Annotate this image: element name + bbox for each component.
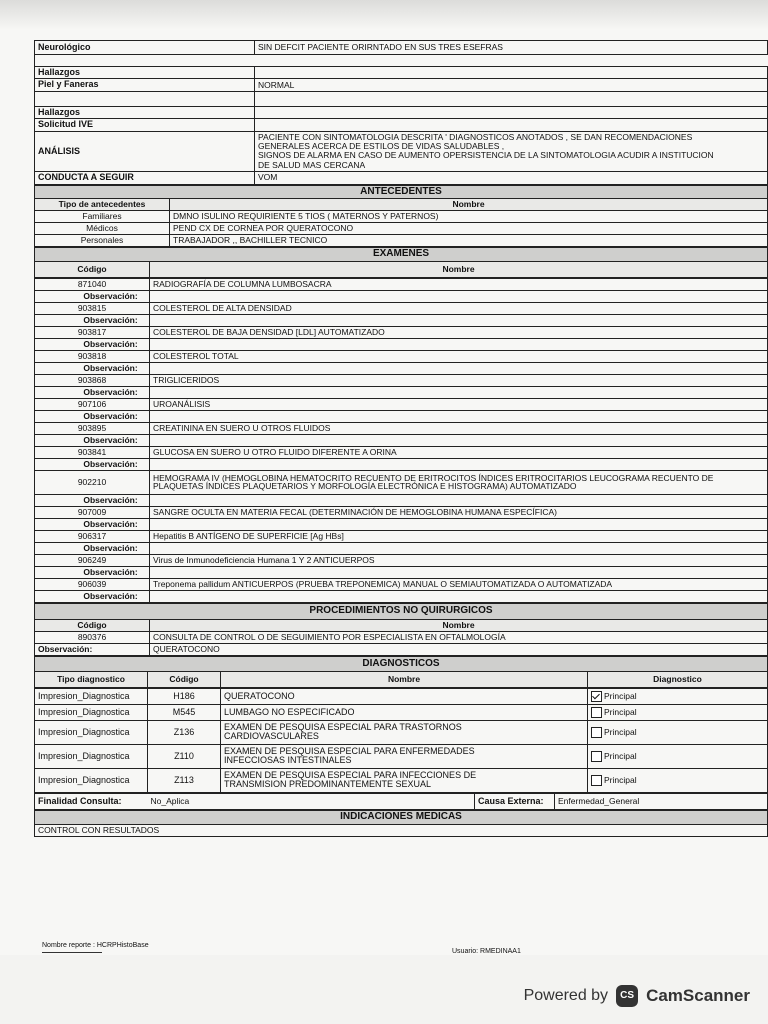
- examen-row: [35, 302, 768, 314]
- analisis-line: PACIENTE CON SINTOMATOLOGIA DESCRITA ' DIAGNOSTICOS ANOTADOS , SE DAN RECOMENDACIONES: [258, 131, 693, 142]
- conducta-label: CONDUCTA A SEGUIR: [35, 172, 255, 184]
- conducta-row: [35, 172, 768, 184]
- examen-obs-label: Observación:: [35, 458, 150, 470]
- diagnostico-nombre-line: EXAMEN DE PESQUISA ESPECIAL PARA ENFERMEDADES: [224, 745, 475, 756]
- diagnostico-tipo: Impresion_Diagnostica: [35, 744, 148, 768]
- diagnostico-row: [35, 720, 768, 744]
- conducta-value: VOM: [255, 172, 768, 184]
- exam-row: [35, 41, 768, 55]
- examen-codigo: 906249: [35, 554, 150, 566]
- col-codigo-header: Código: [148, 671, 221, 687]
- diagnostico-codigo: M545: [148, 704, 221, 720]
- examen-obs-row: [35, 518, 768, 530]
- col-nombre-header: Nombre: [150, 261, 768, 277]
- antecedente-tipo: Médicos: [35, 222, 170, 234]
- examen-nombre: COLESTEROL DE BAJA DENSIDAD [LDL] AUTOMATIZADO: [150, 326, 768, 338]
- diagnostico-tipo: Impresion_Diagnostica: [35, 704, 148, 720]
- diagnostico-codigo: H186: [148, 688, 221, 704]
- diagnostico-tipo: Impresion_Diagnostica: [35, 720, 148, 744]
- principal-checkbox-icon[interactable]: [591, 707, 602, 718]
- field-value: [255, 106, 768, 118]
- report-user: Usuario: RMEDINAA1: [452, 948, 521, 955]
- field-label: Hallazgos: [35, 67, 255, 79]
- procedimiento-row: [35, 631, 768, 643]
- consulta-table: [34, 793, 768, 810]
- field-label: Neurológico: [35, 41, 255, 55]
- examen-nombre: RADIOGRAFÍA DE COLUMNA LUMBOSACRA: [150, 278, 768, 290]
- exam-row: [35, 119, 768, 131]
- examen-nombre: TRIGLICERIDOS: [150, 374, 768, 386]
- examen-codigo: 871040: [35, 278, 150, 290]
- powered-by-text: Powered by: [523, 987, 609, 1004]
- field-value: [255, 67, 768, 79]
- examen-nombre: Treponema pallidum ANTICUERPOS (PRUEBA TREPONEMICA) MANUAL O SEMIAUTOMATIZADA O AUTOMATIZADA: [150, 578, 768, 590]
- report-name: Nombre reporte : HCRPHistoBase: [42, 942, 149, 949]
- examen-obs-value: [150, 338, 768, 350]
- examen-obs-value: [150, 518, 768, 530]
- diagnostico-principal: [588, 704, 768, 720]
- diagnostico-row: [35, 688, 768, 704]
- diagnostico-principal: [588, 688, 768, 704]
- exam-row: [35, 79, 768, 91]
- examen-nombre: CREATININA EN SUERO U OTROS FLUIDOS: [150, 422, 768, 434]
- diagnostico-codigo: Z136: [148, 720, 221, 744]
- examen-row: [35, 278, 768, 290]
- examen-obs-label: Observación:: [35, 362, 150, 374]
- diagnostico-codigo: Z113: [148, 768, 221, 792]
- diagnostico-principal: [588, 744, 768, 768]
- examen-obs-label: Observación:: [35, 314, 150, 326]
- examenes-title: EXAMENES: [35, 247, 768, 261]
- field-value: NORMAL: [255, 79, 768, 91]
- antecedentes-table: [34, 185, 768, 247]
- diagnostico-nombre-line: INFECCIOSAS INTESTINALES: [224, 755, 352, 766]
- examen-obs-value: [150, 410, 768, 422]
- field-label: Piel y Faneras: [35, 79, 255, 91]
- antecedentes-title: ANTECEDENTES: [35, 185, 768, 199]
- diagnostico-principal: [588, 768, 768, 792]
- examen-row: [35, 446, 768, 458]
- principal-label: Principal: [604, 690, 637, 701]
- principal-checkbox-icon[interactable]: [591, 727, 602, 738]
- diagnostico-row: [35, 768, 768, 792]
- examen-codigo: 903841: [35, 446, 150, 458]
- footer-rule: [42, 952, 102, 953]
- principal-label: Principal: [604, 726, 637, 737]
- causa-value: Enfermedad_General: [555, 793, 768, 809]
- examen-obs-value: [150, 590, 768, 602]
- field-label: Hallazgos: [35, 106, 255, 118]
- examen-obs-row: [35, 410, 768, 422]
- antecedente-tipo: Personales: [35, 234, 170, 246]
- diagnostico-nombre-line: CARDIOVASCULARES: [224, 731, 319, 742]
- clinical-record: [34, 40, 768, 837]
- page-shadow: [0, 0, 768, 30]
- examen-codigo: 903818: [35, 350, 150, 362]
- examen-obs-row: [35, 338, 768, 350]
- examen-codigo: 906317: [35, 530, 150, 542]
- procedimientos-title: PROCEDIMIENTOS NO QUIRURGICOS: [35, 603, 768, 619]
- examen-nombre: COLESTEROL DE ALTA DENSIDAD: [150, 302, 768, 314]
- analisis-label: ANÁLISIS: [35, 131, 255, 171]
- examen-obs-row: [35, 458, 768, 470]
- diagnostico-nombre-line: EXAMEN DE PESQUISA ESPECIAL PARA TRASTORNOS: [224, 721, 462, 732]
- diagnostico-nombre: [221, 720, 588, 744]
- examen-row: [35, 398, 768, 410]
- examen-nombre-line: PLAQUETAS ÍNDICES PLAQUETARIOS Y MORFOLOGÍA ELECTRÓNICA E HISTOGRAMA) AUTOMATIZADO: [153, 481, 577, 492]
- camscanner-logo-icon: CS: [616, 985, 638, 1007]
- examen-obs-row: [35, 566, 768, 578]
- examen-obs-row: [35, 290, 768, 302]
- procedimiento-obs-row: [35, 643, 768, 655]
- col-codigo-header: Código: [35, 619, 150, 631]
- diagnostico-nombre: [221, 688, 588, 704]
- principal-checkbox-icon[interactable]: [591, 775, 602, 786]
- examen-row: [35, 470, 768, 494]
- examen-obs-value: [150, 362, 768, 374]
- examen-nombre-line: HEMOGRAMA IV (HEMOGLOBINA HEMATOCRITO RECUENTO DE ERITROCITOS ÍNDICES ERITROCITARIOS LEUCOGRAMA RECUENTO DE: [153, 472, 714, 483]
- indicaciones-title: INDICACIONES MEDICAS: [35, 810, 768, 824]
- diagnostico-row: [35, 744, 768, 768]
- procedimiento-codigo: 890376: [35, 631, 150, 643]
- col-tipo-header: Tipo de antecedentes: [35, 199, 170, 211]
- finalidad-row: [35, 793, 768, 809]
- col-diagnostico-header: Diagnostico: [588, 671, 768, 687]
- examen-obs-label: Observación:: [35, 338, 150, 350]
- antecedente-row: [35, 234, 768, 246]
- examen-row: [35, 422, 768, 434]
- col-nombre-header: Nombre: [150, 619, 768, 631]
- analisis-line: DE SALUD MAS CERCANA: [258, 159, 366, 170]
- examen-codigo: 903815: [35, 302, 150, 314]
- examen-obs-row: [35, 386, 768, 398]
- finalidad-label: Finalidad Consulta:: [35, 793, 148, 809]
- examen-nombre: SANGRE OCULTA EN MATERIA FECAL (DETERMINACIÓN DE HEMOGLOBINA HUMANA ESPECÍFICA): [150, 506, 768, 518]
- examen-obs-row: [35, 434, 768, 446]
- examen-obs-value: [150, 434, 768, 446]
- principal-label: Principal: [604, 750, 637, 761]
- examen-codigo: 907106: [35, 398, 150, 410]
- diagnostico-nombre: [221, 704, 588, 720]
- analisis-line: GENERALES ACERCA DE ESTILOS DE VIDAS SALUDABLES ,: [258, 141, 505, 152]
- examen-obs-value: [150, 458, 768, 470]
- examen-codigo: 903817: [35, 326, 150, 338]
- examen-obs-value: [150, 314, 768, 326]
- antecedente-row: [35, 210, 768, 222]
- examen-obs-row: [35, 494, 768, 506]
- examen-nombre: COLESTEROL TOTAL: [150, 350, 768, 362]
- examen-obs-label: Observación:: [35, 434, 150, 446]
- procedimientos-table: [34, 603, 768, 656]
- principal-checkbox-checked-icon[interactable]: [591, 691, 602, 702]
- examen-obs-row: [35, 590, 768, 602]
- examen-codigo: 902210: [35, 470, 150, 494]
- examen-obs-label: Observación:: [35, 542, 150, 554]
- examen-obs-label: Observación:: [35, 410, 150, 422]
- examen-obs-label: Observación:: [35, 566, 150, 578]
- examen-codigo: 903895: [35, 422, 150, 434]
- examenes-body: [34, 278, 768, 603]
- diagnostico-codigo: Z110: [148, 744, 221, 768]
- diagnostico-nombre: [221, 744, 588, 768]
- examen-obs-label: Observación:: [35, 518, 150, 530]
- examen-nombre: Hepatitis B ANTÍGENO DE SUPERFICIE [Ag HBs]: [150, 530, 768, 542]
- examen-nombre: GLUCOSA EN SUERO U OTRO FLUIDO DIFERENTE A ORINA: [150, 446, 768, 458]
- antecedente-nombre: TRABAJADOR ,, BACHILLER TECNICO: [170, 234, 768, 246]
- col-codigo-header: Código: [35, 261, 150, 277]
- diagnosticos-body: [34, 688, 768, 793]
- examen-nombre: UROANÁLISIS: [150, 398, 768, 410]
- examen-codigo: 906039: [35, 578, 150, 590]
- examen-row: [35, 506, 768, 518]
- principal-label: Principal: [604, 774, 637, 785]
- examen-row: [35, 326, 768, 338]
- examen-obs-value: [150, 566, 768, 578]
- examen-obs-label: Observación:: [35, 290, 150, 302]
- col-nombre-header: Nombre: [221, 671, 588, 687]
- diagnostico-nombre: [221, 768, 588, 792]
- antecedente-tipo: Familiares: [35, 210, 170, 222]
- analisis-row: [35, 131, 768, 171]
- examen-codigo: 907009: [35, 506, 150, 518]
- principal-label: Principal: [604, 706, 637, 717]
- antecedente-row: [35, 222, 768, 234]
- examen-obs-row: [35, 362, 768, 374]
- examen-nombre: Virus de Inmunodeficiencia Humana 1 Y 2 ANTICUERPOS: [150, 554, 768, 566]
- col-nombre-header: Nombre: [170, 199, 768, 211]
- diagnosticos-title: DIAGNOSTICOS: [35, 656, 768, 671]
- procedimiento-obs-label: Observación:: [35, 643, 150, 655]
- principal-checkbox-icon[interactable]: [591, 751, 602, 762]
- field-value: [255, 119, 768, 131]
- examen-obs-label: Observación:: [35, 494, 150, 506]
- examen-codigo: 903868: [35, 374, 150, 386]
- diagnostico-tipo: Impresion_Diagnostica: [35, 768, 148, 792]
- examen-obs-value: [150, 542, 768, 554]
- diagnostico-nombre-line: TRANSMISION PREDOMINANTEMENTE SEXUAL: [224, 779, 432, 790]
- examen-obs-row: [35, 542, 768, 554]
- examen-row: [35, 530, 768, 542]
- exam-row: [35, 106, 768, 118]
- analisis-line: SIGNOS DE ALARMA EN CASO DE AUMENTO OPERSISTENCIA DE LA SINTOMATOLOGIA ACUDIR A INSTITUCION: [258, 150, 714, 161]
- field-label: Solicitud IVE: [35, 119, 255, 131]
- examen-row: [35, 554, 768, 566]
- examen-obs-row: [35, 314, 768, 326]
- examen-row: [35, 350, 768, 362]
- camscanner-watermark: [524, 985, 750, 1007]
- diagnostico-nombre-line: EXAMEN DE PESQUISA ESPECIAL PARA INFECCIONES DE: [224, 769, 477, 780]
- examenes-table: [34, 247, 768, 278]
- exam-fields-table: [34, 40, 768, 185]
- causa-label: Causa Externa:: [475, 793, 555, 809]
- examen-row: [35, 374, 768, 386]
- examen-obs-label: Observación:: [35, 386, 150, 398]
- diagnostico-tipo: Impresion_Diagnostica: [35, 688, 148, 704]
- examen-obs-label: Observación:: [35, 590, 150, 602]
- field-value: SIN DEFCIT PACIENTE ORIRNTADO EN SUS TRES ESEFRAS: [255, 41, 768, 55]
- indicaciones-value: CONTROL CON RESULTADOS: [35, 824, 768, 836]
- antecedente-nombre: DMNO ISULINO REQUIRIENTE 5 TIOS ( MATERNOS Y PATERNOS): [170, 210, 768, 222]
- procedimiento-nombre: CONSULTA DE CONTROL O DE SEGUIMIENTO POR ESPECIALISTA EN OFTALMOLOGÍA: [150, 631, 768, 643]
- antecedente-nombre: PEND CX DE CORNEA POR QUERATOCONO: [170, 222, 768, 234]
- diagnostico-nombre-line: LUMBAGO NO ESPECIFICADO: [224, 706, 355, 717]
- diagnosticos-table: [34, 656, 768, 688]
- examen-row: [35, 578, 768, 590]
- examen-obs-value: [150, 386, 768, 398]
- exam-row: [35, 67, 768, 79]
- diagnostico-principal: [588, 720, 768, 744]
- camscanner-brand: CamScanner: [646, 986, 750, 1005]
- examen-obs-value: [150, 290, 768, 302]
- col-tipo-header: Tipo diagnostico: [35, 671, 148, 687]
- examen-nombre: [150, 470, 768, 494]
- diagnostico-nombre-line: QUERATOCONO: [224, 690, 295, 701]
- finalidad-value: No_Aplica: [148, 793, 475, 809]
- diagnostico-row: [35, 704, 768, 720]
- indicaciones-table: [34, 810, 768, 837]
- examen-obs-value: [150, 494, 768, 506]
- procedimiento-obs-value: QUERATOCONO: [150, 643, 768, 655]
